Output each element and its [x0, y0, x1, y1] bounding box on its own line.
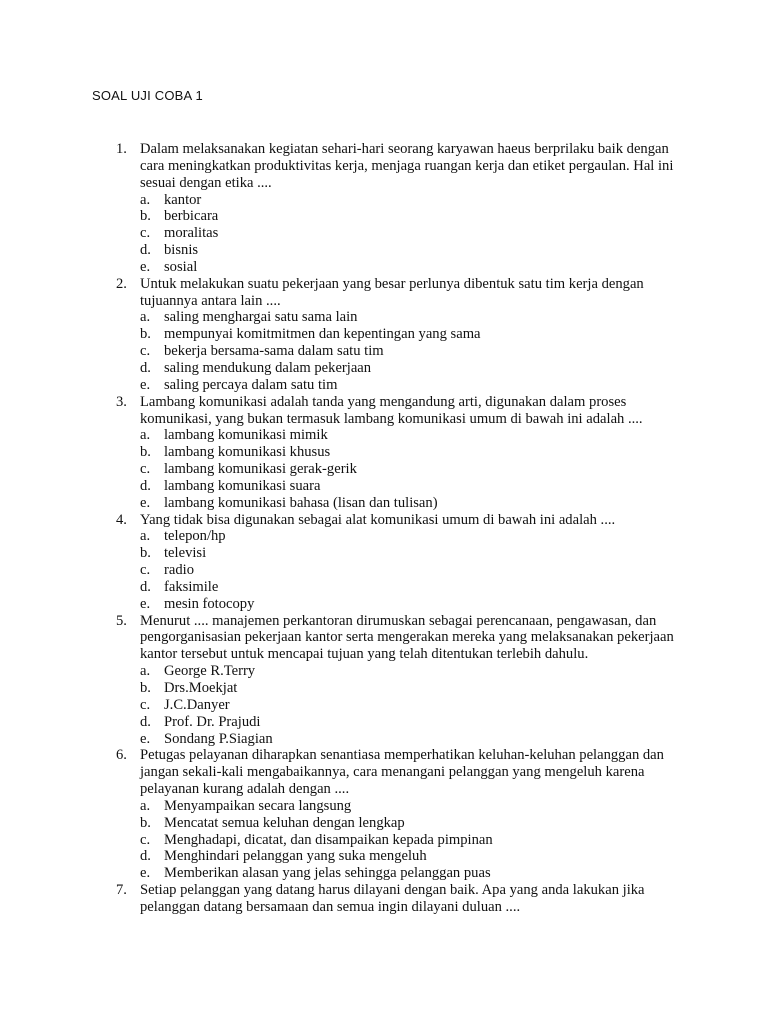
option-text: faksimile: [164, 578, 219, 595]
option-text: Menyampaikan secara langsung: [164, 797, 352, 814]
option-text: berbicara: [164, 208, 219, 225]
answer-option: [140, 259, 686, 276]
answer-option: [140, 562, 686, 579]
option-letter: b.: [140, 444, 151, 461]
question-text: Yang tidak bisa digunakan sebagai alat komunikasi umum di bawah ini adalah ....: [140, 511, 616, 528]
option-text: radio: [164, 562, 194, 579]
option-text: lambang komunikasi bahasa (lisan dan tulisan): [164, 494, 438, 511]
option-text: bisnis: [164, 242, 199, 259]
option-text: lambang komunikasi suara: [164, 477, 321, 494]
option-letter: e.: [140, 595, 151, 612]
option-letter: a.: [140, 528, 151, 545]
answer-option: [140, 545, 686, 562]
answer-option: [140, 478, 686, 495]
option-letter: c.: [140, 562, 151, 579]
answer-option: [140, 697, 686, 714]
option-letter: a.: [140, 191, 151, 208]
option-text: Menghindari pelanggan yang suka mengeluh: [164, 848, 427, 865]
option-text: televisi: [164, 545, 207, 562]
answer-option: [140, 427, 686, 444]
answer-option: [140, 360, 686, 377]
answer-option: [140, 865, 686, 882]
option-letter: e.: [140, 865, 151, 882]
option-text: mempunyai komitmitmen dan kepentingan yang sama: [164, 326, 481, 343]
answer-option: [140, 343, 686, 360]
option-text: kantor: [164, 191, 202, 208]
answer-option: [140, 663, 686, 680]
option-text: lambang komunikasi khusus: [164, 444, 331, 461]
option-letter: a.: [140, 663, 151, 680]
option-text: lambang komunikasi mimik: [164, 427, 328, 444]
option-letter: e.: [140, 730, 151, 747]
option-text: saling menghargai satu sama lain: [164, 309, 358, 326]
question-text: Menurut .... manajemen perkantoran dirumuskan sebagai perencanaan, pengawasan, dan pengorganisasian pekerjaan kantor serta mengerakan mereka yang melaksanakan pekerjaan kantor tersebut untuk mencapai tujuan yang telah ditentukan terlebih dahulu.: [140, 612, 674, 663]
answer-option: [140, 832, 686, 849]
answer-option: [140, 309, 686, 326]
option-text: moralitas: [164, 225, 219, 242]
option-text: George R.Terry: [164, 663, 256, 680]
option-letter: e.: [140, 376, 151, 393]
question-number: 2.: [116, 275, 127, 292]
question-text: Untuk melakukan suatu pekerjaan yang besar perlunya dibentuk satu tim kerja dengan tujuannya antara lain ....: [140, 275, 644, 309]
option-letter: d.: [140, 242, 151, 259]
option-letter: a.: [140, 797, 151, 814]
answer-option: [140, 596, 686, 613]
option-letter: d.: [140, 848, 151, 865]
question-text: Dalam melaksanakan kegiatan sehari-hari seorang karyawan haeus berprilaku baik dengan cara meningkatkan produktivitas kerja, menjaga ruangan kerja dan etiket pergaulan. Hal ini sesuai dengan etika ....: [140, 141, 674, 191]
option-letter: a.: [140, 309, 151, 326]
question-number: 3.: [116, 393, 127, 410]
option-text: lambang komunikasi gerak-gerik: [164, 461, 357, 478]
question-number: 1.: [116, 141, 127, 157]
option-letter: d.: [140, 578, 151, 595]
answer-option: [140, 731, 686, 748]
option-text: mesin fotocopy: [164, 595, 255, 612]
option-letter: d.: [140, 477, 151, 494]
question-item: [116, 141, 686, 276]
answer-option: [140, 579, 686, 596]
question-number: 4.: [116, 511, 127, 528]
answer-option: [140, 444, 686, 461]
question-item: [116, 613, 686, 748]
answer-option: [140, 495, 686, 512]
answer-option: [140, 680, 686, 697]
question-item: [116, 747, 686, 882]
question-item: [116, 394, 686, 512]
answer-option: [140, 798, 686, 815]
question-number: 5.: [116, 612, 127, 629]
question-item: [116, 512, 686, 613]
option-text: telepon/hp: [164, 528, 226, 545]
answer-option: [140, 225, 686, 242]
option-text: saling mendukung dalam pekerjaan: [164, 359, 372, 376]
option-letter: a.: [140, 427, 151, 444]
question-text: Petugas pelayanan diharapkan senantiasa memperhatikan keluhan-keluhan pelanggan dan jangan sekali-kali mengabaikannya, cara menangani pelanggan yang mengeluh karena pelayanan kurang adalah dengan ....: [140, 747, 664, 798]
answer-option: [140, 714, 686, 731]
option-letter: c.: [140, 343, 151, 360]
document-title: SOAL UJI COBA 1: [92, 88, 203, 103]
question-item: [116, 882, 686, 916]
option-letter: c.: [140, 225, 151, 242]
option-letter: b.: [140, 814, 151, 831]
answer-option: [140, 208, 686, 225]
option-letter: d.: [140, 713, 151, 730]
option-text: sosial: [164, 258, 198, 275]
option-letter: b.: [140, 208, 151, 225]
option-letter: b.: [140, 545, 151, 562]
option-letter: c.: [140, 831, 151, 848]
option-letter: d.: [140, 359, 151, 376]
option-letter: e.: [140, 494, 151, 511]
question-number: 6.: [116, 747, 127, 764]
option-text: bekerja bersama-sama dalam satu tim: [164, 343, 384, 360]
option-text: saling percaya dalam satu tim: [164, 376, 338, 393]
option-letter: b.: [140, 326, 151, 343]
option-text: Prof. Dr. Prajudi: [164, 713, 261, 730]
answer-option: [140, 377, 686, 394]
option-letter: b.: [140, 680, 151, 696]
option-text: J.C.Danyer: [164, 696, 230, 713]
answer-option: [140, 848, 686, 865]
option-letter: e.: [140, 258, 151, 275]
option-text: Sondang P.Siagian: [164, 730, 273, 747]
option-text: Menghadapi, dicatat, dan disampaikan kepada pimpinan: [164, 831, 493, 848]
answer-option: [140, 815, 686, 832]
question-text: Lambang komunikasi adalah tanda yang mengandung arti, digunakan dalam proses komunikasi, yang bukan termasuk lambang komunikasi umum di bawah ini adalah ....: [140, 393, 643, 427]
question-text: Setiap pelanggan yang datang harus dilayani dengan baik. Apa yang anda lakukan jika pelanggan datang bersamaan dan semua ingin dilayani duluan ....: [140, 882, 645, 915]
option-letter: c.: [140, 696, 151, 713]
option-text: Memberikan alasan yang jelas sehingga pelanggan puas: [164, 865, 491, 882]
option-letter: c.: [140, 461, 151, 478]
question-number: 7.: [116, 882, 127, 899]
option-text: Drs.Moekjat: [164, 680, 238, 696]
question-item: [116, 276, 686, 394]
option-text: Mencatat semua keluhan dengan lengkap: [164, 814, 405, 831]
answer-option: [140, 326, 686, 343]
answer-option: [140, 528, 686, 545]
answer-option: [140, 192, 686, 209]
answer-option: [140, 242, 686, 259]
answer-option: [140, 461, 686, 478]
question-list: [116, 141, 686, 916]
